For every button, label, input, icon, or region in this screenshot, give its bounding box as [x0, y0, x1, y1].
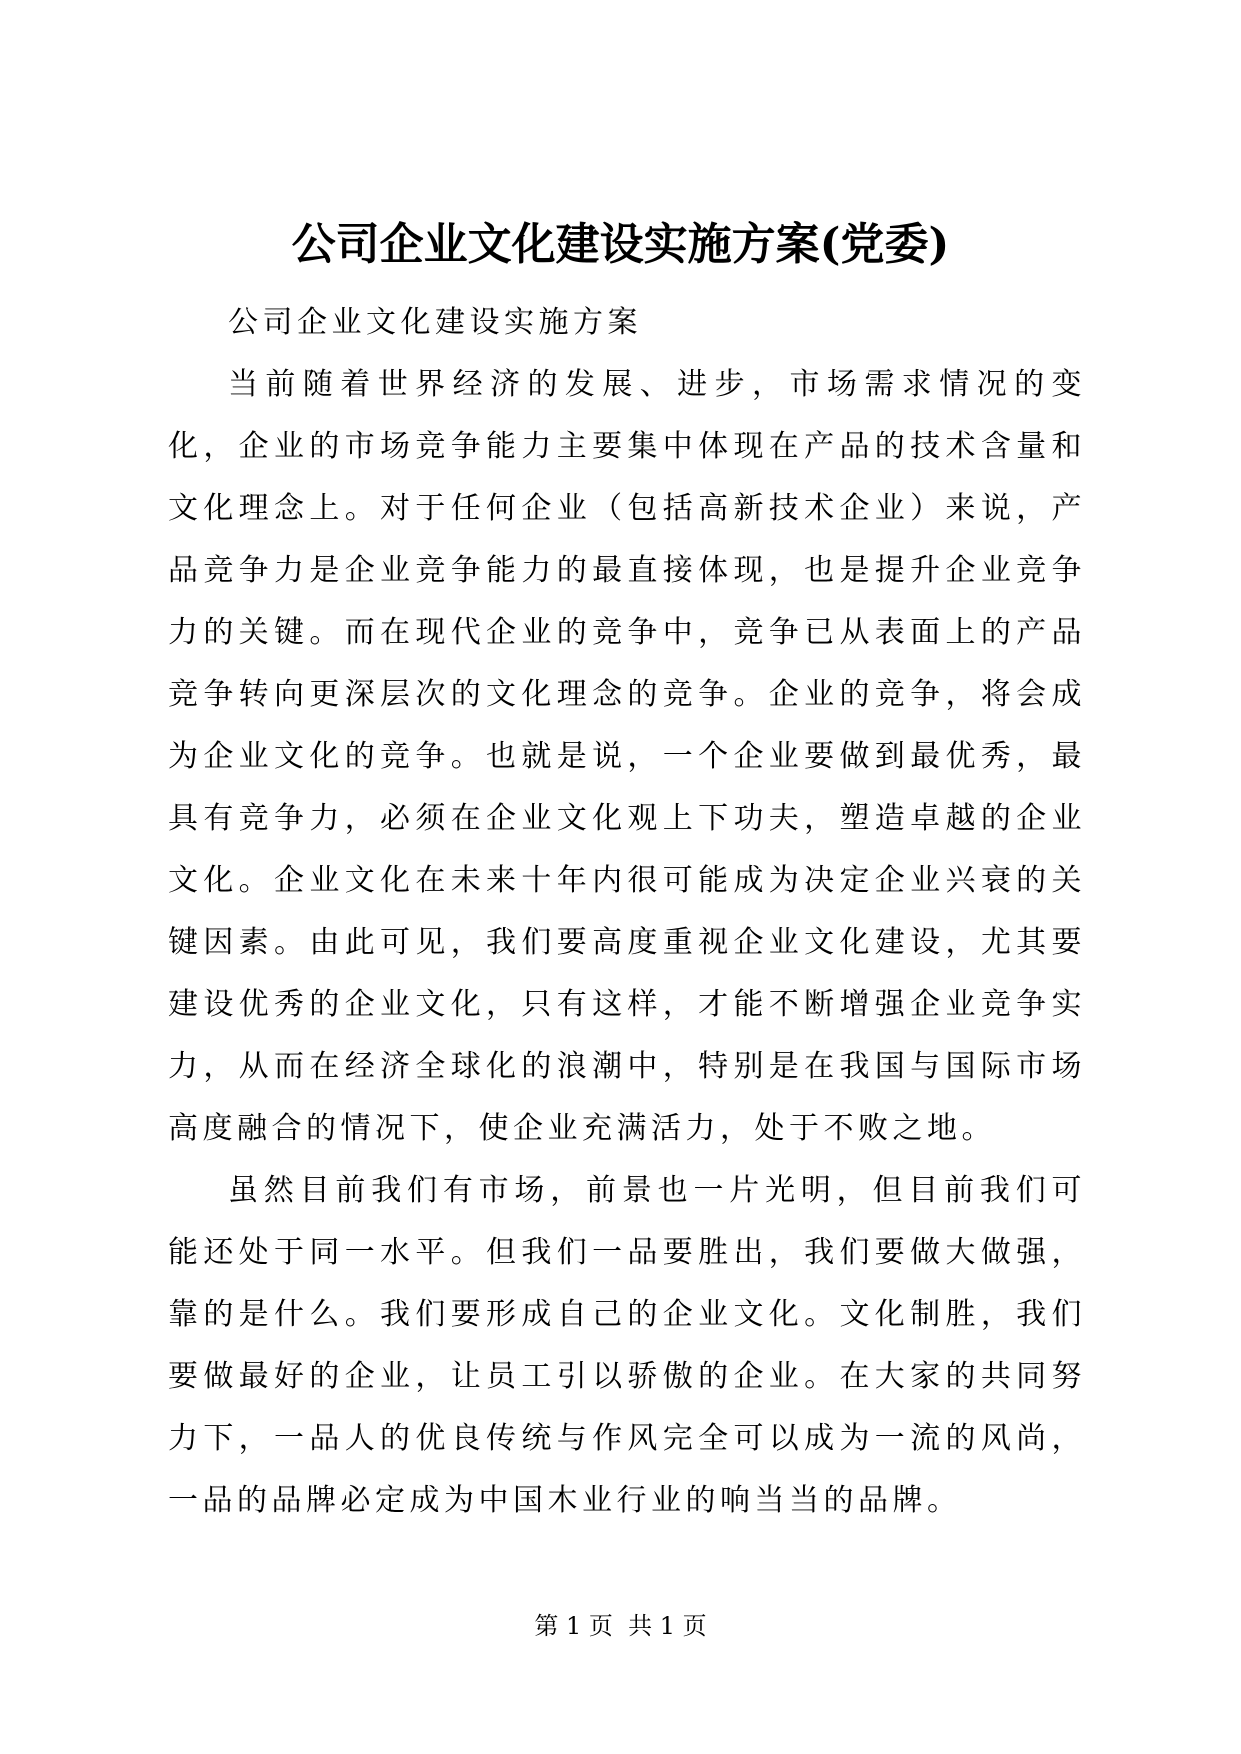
- page-number: 第 1 页 共 1 页: [534, 1612, 707, 1640]
- page-footer: [0, 1610, 1241, 1642]
- paragraph-2: 虽然目前我们有市场，前景也一片光明，但目前我们可能还处于同一水平。但我们一品要胜出，我们要做大做强，靠的是什么。我们要形成自己的企业文化。文化制胜，我们要做最好的企业，让员工引以骄傲的企业。在大家的共同努力下，一品人的优良传统与作风完全可以成为一流的风尚，一品的品牌必定成为中国木业行业的响当当的品牌。: [168, 1173, 1086, 1518]
- paragraph-1: 当前随着世界经济的发展、进步，市场需求情况的变化，企业的市场竞争能力主要集中体现在产品的技术含量和文化理念上。对于任何企业（包括高新技术企业）来说，产品竞争力是企业竞争能力的最直接体现，也是提升企业竞争力的关键。而在现代企业的竞争中，竞争已从表面上的产品竞争转向更深层次的文化理念的竞争。企业的竞争，将会成为企业文化的竞争。也就是说，一个企业要做到最优秀，最具有竞争力，必须在企业文化观上下功夫，塑造卓越的企业文化。企业文化在未来十年内很可能成为决定企业兴衰的关键因素。由此可见，我们要高度重视企业文化建设，尤其要建设优秀的企业文化，只有这样，才能不断增强企业竞争实力，从而在经济全球化的浪潮中，特别是在我国与国际市场高度融合的情况下，使企业充满活力，处于不败之地。: [168, 367, 1086, 1146]
- document-title: 公司企业文化建设实施方案(党委): [291, 219, 950, 270]
- document-body: [168, 292, 1086, 1532]
- document-subtitle: 公司企业文化建设实施方案: [228, 305, 642, 340]
